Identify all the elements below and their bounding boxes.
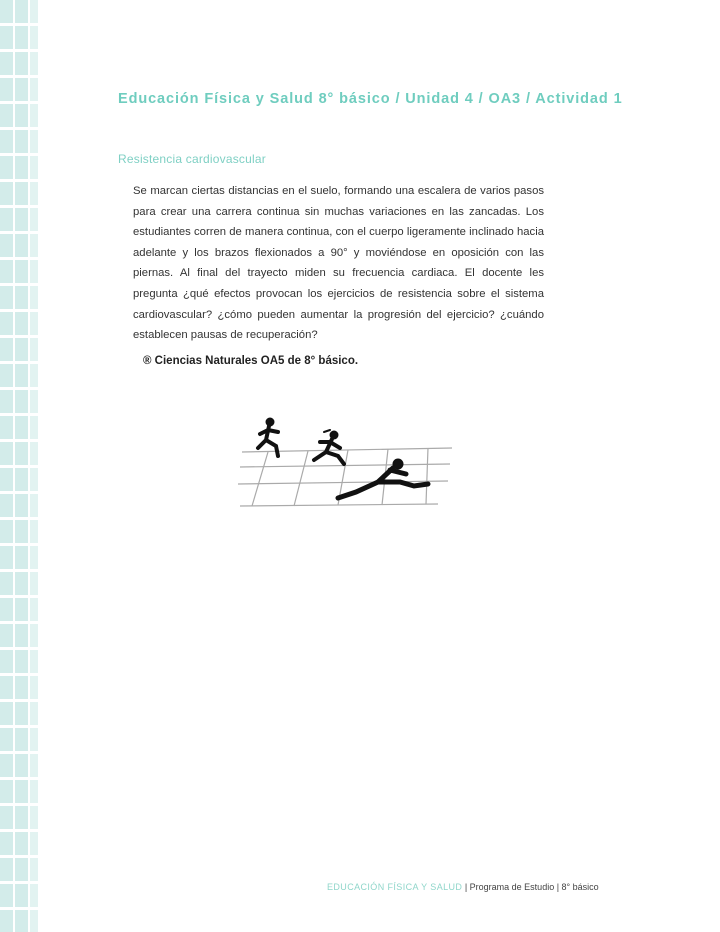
page-title: Educación Física y Salud 8° básico / Unidad 4 / OA3 / Actividad 1 [118,91,623,107]
page-footer [327,882,599,892]
activity-description: Se marcan ciertas distancias en el suelo, formando una escalera de varios pasos para crear una carrera continua sin muchas variaciones en las zancadas. Los estudiantes corren de manera continua, con el cuerpo ligeramente inclinado hacia adelante y los brazos flexionados a 90° y moviéndose en oposición con las piernas. Al final del trayecto miden su frecuencia cardiaca. El docente les pregunta ¿qué efectos provocan los ejercicios de resistencia sobre el sistema cardiovascular? ¿cómo pueden aumentar la progresión del ejercicio? ¿cuándo establecen pausas de recuperación? [133,185,544,342]
footer-subject: EDUCACIÓN FÍSICA Y SALUD [327,882,463,892]
runners-illustration [238,412,454,512]
footer-grade: 8° básico [561,882,599,892]
footer-program: Programa de Estudio [469,882,555,892]
footer-separator: | [462,882,470,892]
runner-figures [258,418,428,498]
decorative-side-strip [0,0,44,932]
footer-separator: | [554,882,562,892]
activity-subtitle: Resistencia cardiovascular [118,152,266,166]
cross-reference-note: ® Ciencias Naturales OA5 de 8° básico. [143,355,359,367]
